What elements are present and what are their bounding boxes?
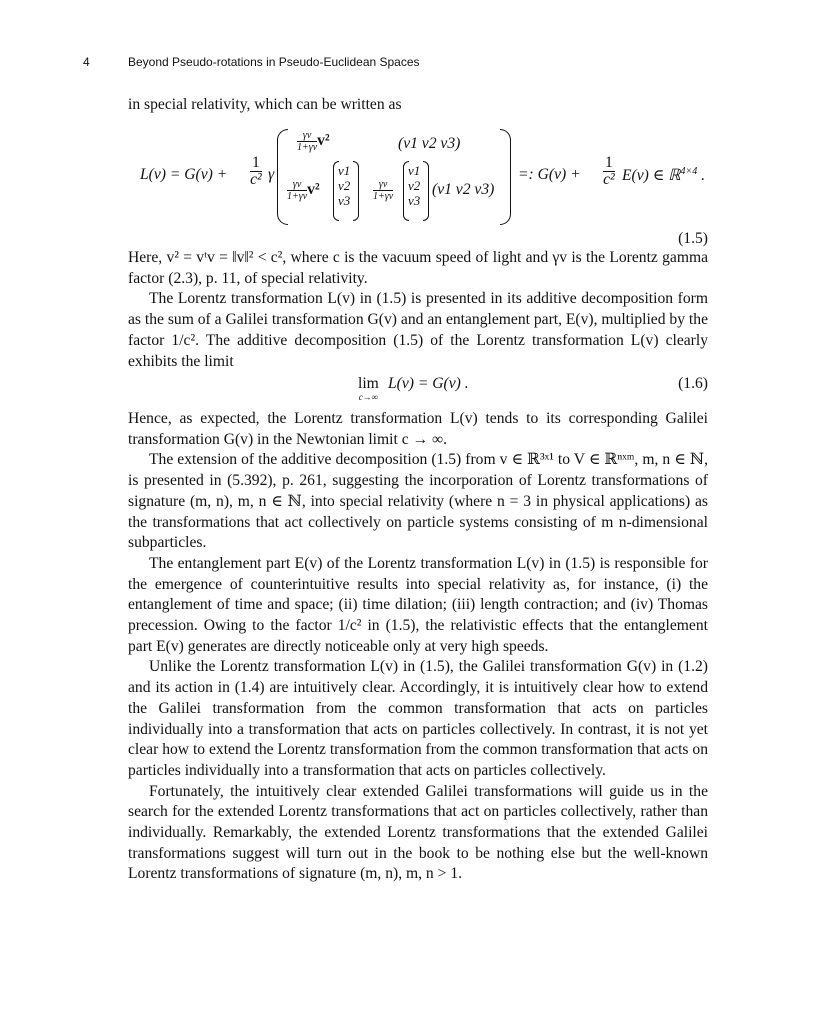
equation-number-1-6: (1.6) [678,375,708,392]
body-block-2 [128,409,708,885]
col-paren-right-2 [423,161,429,221]
col-paren-right-1 [353,161,359,221]
paragraph-here: Here, v² = vᵗv = ‖v‖² < c², where c is the vacuum speed of light and γv is the Lorentz gamma factor (2.3), p. 11, of special relativity. [128,249,708,287]
intro-line: in special relativity, which can be written as [128,96,402,113]
block-top-left: $\frac{\gamma v}{1+\gamma v}$ v² [297,130,330,153]
equation-number-1-5: (1.5) [678,230,708,247]
eq-rhs-E: E(v) ∈ ℝ$^{4\times 4}$ . [622,165,706,184]
paragraph-2: Hence, as expected, the Lorentz transformation L(v) tends to its corresponding Galilei transformation G(v) in the Newtonian limit c → ∞. [128,410,708,448]
paragraph-3: The extension of the additive decomposition (1.5) from v ∈ ℝ³ˣ¹ to V ∈ ℝⁿˣᵐ, m, n ∈ ℕ, is presented in (5.392), p. 261, suggesting the incorporation of Lorentz transformations of signature (m, n), m, n ∈ ℕ, into special relativity (where n = 3 in physical applications) as the transformations that act collectively on particle systems consisting of m n-dimensional subparticles. [128,451,708,552]
eq-gamma: γ [268,166,275,183]
body-block-1 [128,248,708,372]
column-vector-1: v1 v2 v3 [338,163,351,208]
equation-1-5 [140,123,710,233]
big-right-paren [500,129,511,225]
eq-1-6-lim: lim c→∞ [358,375,379,402]
running-title: Beyond Pseudo-rotations in Pseudo-Euclidean Spaces [128,55,420,69]
column-vector-2: v1 v2 v3 [408,163,421,208]
paragraph-1: The Lorentz transformation L(v) in (1.5) is presented in its additive decomposition form as the sum of a Galilei transformation G(v) and an entanglement part, E(v), multiplied by the factor 1/c². The additive decomposition (1.5) of the Lorentz transformation L(v) clearly exhibits the limit [128,290,708,370]
eq-one-over-c2: $\frac{1}{\text{c²}}$ [250,154,262,188]
eq-1-6-body: L(v) = G(v) . [388,375,469,392]
eq-rhs-def: =: G(v) + [518,166,581,183]
eq-lhs: L(v) = G(v) + [140,166,228,183]
page-number: 4 [83,55,90,69]
equation-1-6 [128,375,708,405]
block-top-right: (v1 v2 v3) [398,135,461,152]
paragraph-6: Fortunately, the intuitively clear extended Galilei transformations will guide us in the search for the extended Lorentz transformations that act on particles collectively, rather than individually. Remarkably, the extended Lorentz transformations that the extended Galilei transformations suggest will turn out in the book to be nothing else but the well-known Lorentz transformations of signature (m, n), m, n > 1. [128,782,708,883]
big-left-paren [277,129,288,225]
row-vector-2: (v1 v2 v3) [432,181,495,198]
block-bottom-left-coef: $\frac{\gamma v}{1+\gamma v}$ v² [287,179,320,202]
running-header [0,55,832,73]
paragraph-4: The entanglement part E(v) of the Lorentz transformation L(v) in (1.5) is responsible for the emergence of counterintuitive results into special relativity as, for instance, (i) the entanglement of time and space; (ii) time dilation; (iii) length contraction; and (iv) Thomas precession. Owing to the factor 1/c² in (1.5), the relativistic effects that the entanglement part E(v) generates are directly noticeable only at very high speeds. [128,554,708,655]
block-bottom-right-coef: $\frac{\gamma v}{1+\gamma v}$ [373,179,394,202]
paragraph-5: Unlike the Lorentz transformation L(v) in (1.5), the Galilei transformation G(v) in (1.2) and its action in (1.4) are intuitively clear. Accordingly, it is intuitively clear how to extend the Galilei transformation from the common transformation that acts on particles individually into a transformation that acts on particles collectively. In contrast, it is not yet clear how to extend the Lorentz transformation from the common transformation that acts on particles individually into a transformation that acts on particles collectively. [128,658,708,779]
eq-rhs-one-over-c2: $\frac{1}{\text{c²}}$ [603,154,615,188]
